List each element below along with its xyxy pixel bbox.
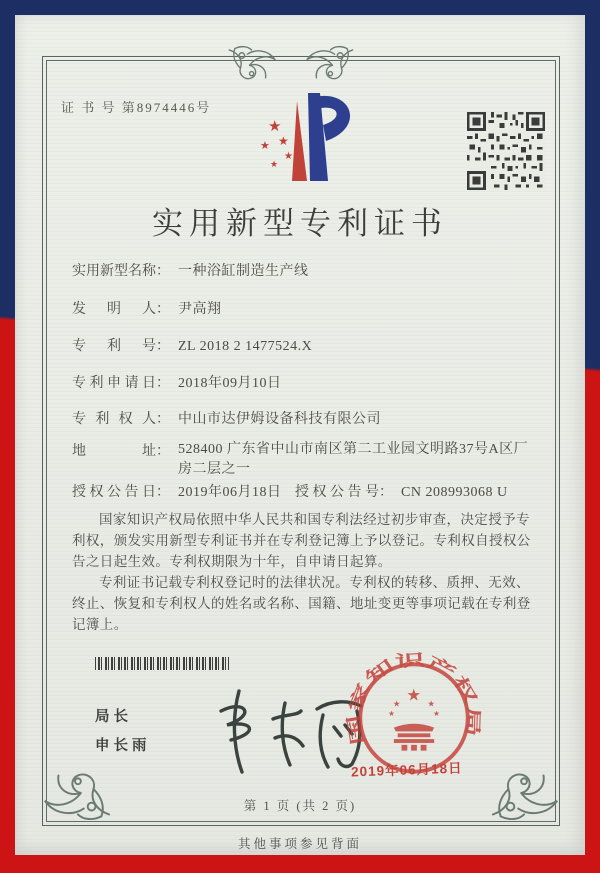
field-row-address — [72, 440, 530, 480]
svg-text:★: ★ — [433, 709, 441, 719]
field-value: 一种浴缸制造生产线 — [178, 264, 309, 279]
field-pair-grant-number — [295, 481, 508, 501]
field-label: 专利权人 — [72, 412, 156, 427]
svg-text:★: ★ — [278, 134, 289, 148]
field-value: CN 208993068 U — [401, 485, 508, 500]
colon: ： — [156, 376, 170, 391]
colon: ： — [156, 264, 170, 279]
page-number: 第 1 页 (共 2 页) — [243, 799, 357, 813]
field-value: 尹高翔 — [178, 302, 222, 317]
field-label: 专利号 — [72, 339, 156, 354]
certificate-paper — [15, 15, 585, 855]
commissioner-name: 申长雨 — [95, 738, 151, 754]
colon: ： — [156, 339, 170, 354]
field-label: 专利申请日 — [72, 376, 156, 391]
svg-text:★: ★ — [284, 151, 293, 162]
field-value: 2019年06月18日 — [178, 485, 282, 500]
legal-paragraph-2: 专利证书记载专利权登记时的法律状况。专利权的转移、质押、无效、终止、恢复和专利权人的姓名或名称、国籍、地址变更等事项记载在专利登记簿上。 — [72, 575, 531, 632]
back-side-note: 其他事项参见背面 — [237, 837, 362, 851]
field-value: ZL 2018 2 1477524.X — [178, 339, 313, 354]
field-row-patentee — [72, 408, 381, 428]
colon: ： — [156, 444, 170, 459]
certificate-title: 实用新型专利证书 — [152, 206, 448, 241]
svg-text:★: ★ — [270, 159, 279, 169]
field-value: 528400 广东省中山市南区第二工业园文明路37号A区厂房二层之一 — [178, 442, 529, 477]
field-row-filing-date — [72, 372, 282, 392]
svg-text:★: ★ — [392, 698, 401, 709]
qr-code — [467, 112, 545, 195]
field-value: 中山市达伊姆设备科技有限公司 — [178, 412, 381, 427]
colon: ： — [156, 485, 170, 500]
certificate-number: 证 书 号 第8974446号 — [61, 100, 212, 115]
patent-logo-icon — [252, 87, 362, 194]
field-label: 授权公告号 — [295, 485, 379, 500]
field-value: 2018年09月10日 — [178, 376, 282, 391]
legal-text-block — [72, 509, 534, 635]
field-row-patent-no — [72, 335, 312, 355]
svg-text:★: ★ — [427, 698, 436, 709]
field-label: 地址 — [72, 444, 156, 459]
field-row-inventor — [72, 298, 222, 318]
seal-text: 国家知识产权局 — [344, 651, 484, 747]
svg-text:★: ★ — [388, 709, 395, 719]
seal-date: 2019年06月18日 — [350, 760, 463, 780]
field-row-grant — [72, 481, 508, 501]
legal-paragraph-1: 国家知识产权局依照中华人民共和国专利法经过初步审查，决定授予专利权，颁发实用新型专利证书并在专利登记簿上予以登记。专利权自授权公告之日起生效。专利权期限为十年，自申请日起算。 — [72, 512, 531, 569]
svg-text:★: ★ — [406, 685, 421, 705]
field-label: 授权公告日 — [72, 485, 156, 500]
colon: ： — [156, 412, 170, 427]
field-row-name — [72, 260, 309, 280]
svg-text:★: ★ — [268, 119, 282, 135]
field-label: 实用新型名称 — [72, 264, 156, 279]
colon: ： — [379, 485, 393, 500]
svg-text:★: ★ — [260, 140, 270, 152]
colon: ： — [156, 302, 170, 317]
commissioner-title: 局长 — [95, 709, 132, 725]
barcode — [95, 657, 229, 670]
field-label: 发明人 — [72, 302, 156, 317]
